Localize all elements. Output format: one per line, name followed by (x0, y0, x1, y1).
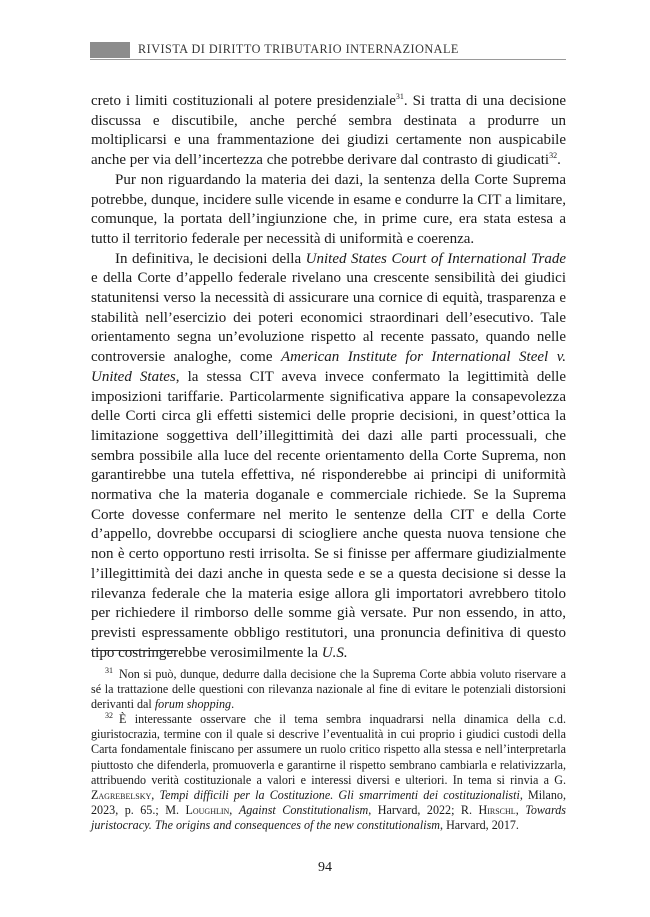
fn32-title-2: Against Constitutionalism (238, 802, 369, 817)
fn32-text-3: , Milano, 2023, p. 65.; M. (91, 787, 567, 817)
fn32-author-3: Hirschl (478, 802, 516, 817)
fn32-author-1: Zagrebelsky (91, 787, 152, 802)
journal-title: RIVISTA DI DIRITTO TRIBUTARIO INTERNAZIONALE (138, 42, 459, 56)
footnote-31-number: 31 (105, 665, 113, 675)
p1-text-3: . (557, 152, 561, 169)
fn32-text-6: , (515, 802, 526, 817)
fn32-text-7: , Harvard, 2017. (440, 817, 519, 832)
fn32-text-4: , (229, 802, 239, 817)
p3-text-3: , la stessa CIT aveva invece confermato la legittimità delle imposizioni tariffarie. Particolarmente significativa appare la consapevolezza delle Corti circa gli effetti sistemici delle proprie decisioni, in quest’ottica la limitazione soggettiva dell’illegittimità dei dazi alle parti processuali, che sembra possibile alla luce del recente orientamento della Corte Suprema, non garantirebbe una tutela effettiva, né risponderebbe ai principi di uniformità normativa che la materia doganale e commerciale richiede. Se la Suprema Corte dovesse confermare nel merito le sentenze della CIT e della Corte d’appello, dovrebbe occuparsi di sciogliere anche questa nuova tensione che non è certo opportuno resti irrisolta. Se si finisse per affermare giudizialmente l’illegittimità dei dazi anche in questa sede e se a questa decisione si desse la rilevanza federale che la materia esige allora gli importatori avrebbero titolo per richiedere il rimborso delle somme già versate. Pur non essendo, in atto, previsti espressamente obbligo restitutori, una pronuncia definitiva di questo tipo costringerebbe verosimilmente la (91, 368, 567, 661)
footnote-ref-31[interactable]: 31 (395, 92, 404, 101)
p3-text-2: e della Corte d’appello federale rivelano una crescente sensibilità dei giudici statunitensi verso la necessità di assicurare una cornice di equità, trasparenza e stabilità nell’esercizio dei poteri economici straordinari dell’esecutivo. Tale orientamento segna un’evoluzione rispetto al recente passato, quando nelle controversie analoghe, come (91, 270, 566, 366)
fn32-title-3: Towards juristocracy. The origins and consequences of the new constitutionalism (91, 802, 566, 832)
paragraph-3 (91, 250, 566, 664)
fn32-text-5: , Harvard, 2022; R. (368, 802, 479, 817)
running-header (90, 41, 566, 60)
p3-italic-us: U.S. (321, 644, 348, 661)
p3-italic-case: American Institute for International Steel v. United States (91, 349, 566, 385)
fn31-text-2: . (231, 697, 235, 712)
fn32-author-2: Loughlin (185, 802, 230, 817)
footnote-ref-32[interactable]: 32 (549, 151, 558, 161)
footnote-32-number: 32 (105, 711, 113, 721)
footnotes (91, 667, 566, 833)
p3-italic-court: United States Court of International Trade (305, 250, 566, 267)
footnote-separator (91, 650, 176, 651)
header-gray-block (90, 42, 130, 58)
paragraph-2: Pur non riguardando la materia dei dazi, la sentenza della Corte Suprema potrebbe, dunque, incidere sulle vicende in esame e condurre la CIT a limitare, comunque, la portata dell’ingiunzione che, in prime cure, era stata estesa a tutto il territorio federale per necessità di uniformità e coerenza. (91, 171, 566, 247)
p1-text-1: creto i limiti costituzionali al potere presidenziale (91, 93, 396, 109)
page-number: 94 (318, 860, 332, 875)
main-text (91, 92, 566, 663)
fn32-text-1: È interessante osservare che il tema sembra inquadrarsi nella dinamica della c.d. giuristocrazia, termine con il quale si descrive l’eventualità in cui proprio i giudici custodi della Carta fondamentale finiscano per assumere un ruolo critico rispetto alla stessa e nell’interpretarla piuttosto che difenderla, promuoverla e garantirne il rispetto sembrano cambiarla e relativizzarla, attribuendo verità costituzionale a valori e interessi diversi e ulteriori. In tema si rinvia a G. (91, 712, 566, 787)
p3-text-1: In definitiva, le decisioni della (115, 250, 306, 267)
fn32-text-2: , (151, 787, 160, 802)
fn31-italic: forum shopping (154, 697, 232, 712)
paragraph-1 (91, 92, 566, 171)
fn32-title-1: Tempi difficili per la Costituzione. Gli smarrimenti dei costituzionalisti (159, 787, 520, 802)
p1-text-2: . Si tratta di una decisione discussa e discutibile, anche perché sembra destinata a produrre un moltiplicarsi e una frammentazione dei giudizi certamente non auspicabile anche per via dell’incertezza che potrebbe derivare dal contrasto di giudicati (91, 93, 566, 169)
footnote-32 (91, 712, 566, 833)
fn31-text-1: Non si può, dunque, dedurre dalla decisione che la Suprema Corte abbia voluto riservare a sé la trattazione delle questioni con rilevanza nazionale al fine di evitare le potenziali distorsioni derivanti dal (91, 667, 566, 712)
footnote-31 (91, 667, 566, 712)
